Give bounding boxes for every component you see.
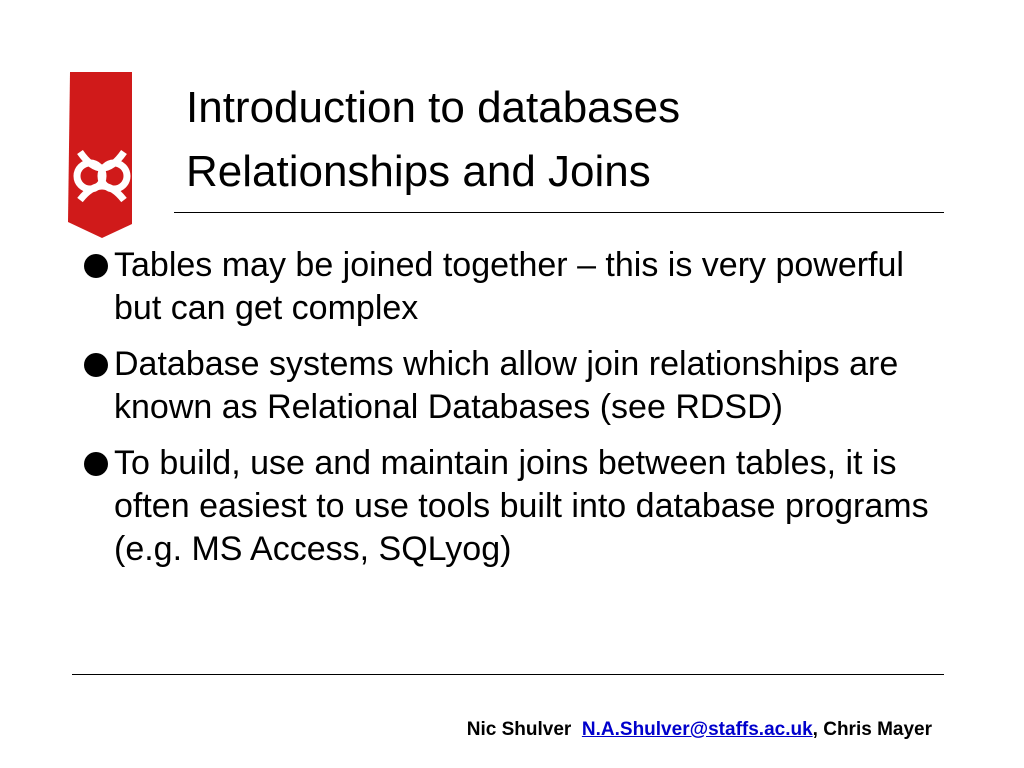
title-divider bbox=[174, 212, 944, 213]
bullet-dot-icon bbox=[84, 452, 108, 476]
author-email-link[interactable]: N.A.Shulver@staffs.ac.uk bbox=[581, 719, 813, 740]
bullet-item bbox=[84, 442, 944, 571]
university-shield-logo bbox=[66, 72, 138, 238]
bullet-text: Tables may be joined together – this is very powerful but can get complex bbox=[114, 246, 904, 327]
bullet-text: Database systems which allow join relationships are known as Relational Databases (see RDSD) bbox=[114, 345, 899, 426]
footer-separator: , bbox=[812, 719, 818, 740]
co-author-name: Chris Mayer bbox=[823, 719, 932, 740]
bullet-item bbox=[84, 244, 944, 330]
bullet-list bbox=[84, 244, 944, 584]
slide-title bbox=[186, 76, 680, 204]
footer-divider bbox=[72, 674, 944, 675]
bullet-dot-icon bbox=[84, 353, 108, 377]
title-line-1: Introduction to databases bbox=[186, 83, 681, 132]
title-line-2: Relationships and Joins bbox=[186, 147, 651, 196]
footer-credits bbox=[467, 719, 932, 741]
bullet-text: To build, use and maintain joins between tables, it is often easiest to use tools built into database programs (e.g. MS Access, SQLyog) bbox=[114, 444, 929, 568]
bullet-item bbox=[84, 343, 944, 429]
bullet-dot-icon bbox=[84, 254, 108, 278]
author-name: Nic Shulver bbox=[466, 719, 572, 740]
